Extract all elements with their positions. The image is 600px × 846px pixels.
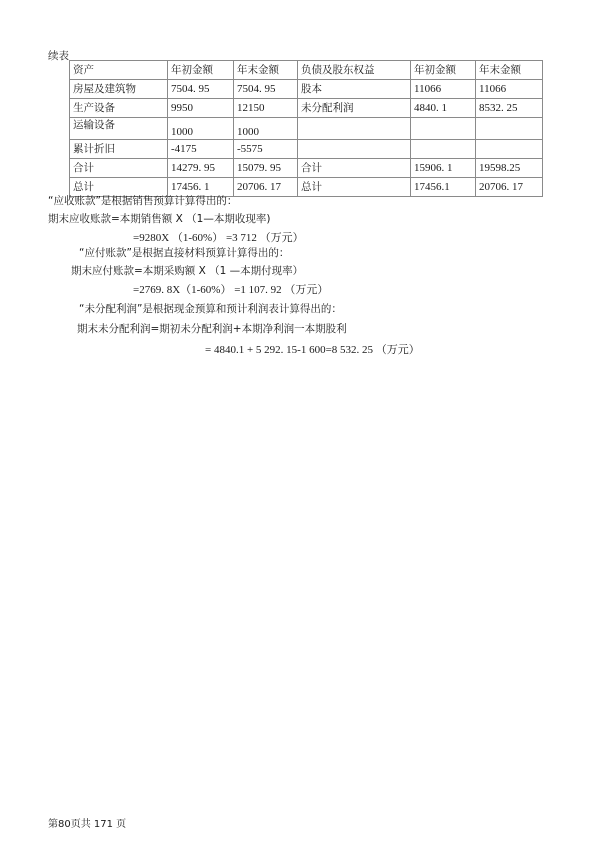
header-cell: 年末金额: [476, 61, 543, 80]
table-cell: [411, 140, 476, 159]
table-cell: 生产设备: [70, 99, 168, 118]
table-cell: 19598.25: [476, 159, 543, 178]
table-cell: 11066: [411, 80, 476, 99]
table-row: [70, 118, 543, 140]
header-cell: 资产: [70, 61, 168, 80]
table-cell: 7504. 95: [168, 80, 234, 99]
table-cell: -5575: [234, 140, 298, 159]
receivable-formula: 期末应收账款=本期销售额 X （1—本期收现率): [48, 213, 271, 225]
table-cell: 7504. 95: [234, 80, 298, 99]
table-cell: 9950: [168, 99, 234, 118]
table-cell: 14279. 95: [168, 159, 234, 178]
balance-sheet-table: [69, 60, 543, 197]
table-cell: 1000: [234, 118, 298, 140]
table-cell: 17456.1: [411, 178, 476, 197]
table-row: [70, 159, 543, 178]
payable-intro: “应付账款”是根据直接材料预算计算得出的：: [79, 247, 290, 259]
table-row: [70, 140, 543, 159]
table-row: [70, 80, 543, 99]
table-cell: [411, 118, 476, 140]
header-cell: 负债及股东权益: [298, 61, 411, 80]
table-cell: [298, 140, 411, 159]
retained-earnings-intro: “未分配利润”是根据现金预算和预计利润表计算得出的：: [79, 303, 342, 315]
table-cell: 合计: [298, 159, 411, 178]
header-cell: 年末金额: [234, 61, 298, 80]
table-cell: 4840. 1: [411, 99, 476, 118]
table-cell: 15079. 95: [234, 159, 298, 178]
table-row: [70, 99, 543, 118]
page-number: 第80页共 171 页: [48, 819, 127, 830]
table-cell: 合计: [70, 159, 168, 178]
retained-earnings-calculation: = 4840.1 + 5 292. 15-1 600=8 532. 25 （万元）: [205, 344, 420, 356]
table-header-row: [70, 61, 543, 80]
table-cell: 房屋及建筑物: [70, 80, 168, 99]
table-cell: 8532. 25: [476, 99, 543, 118]
retained-earnings-formula: 期末未分配利润=期初未分配利润+本期净利润一本期股利: [77, 323, 347, 335]
table-cell: 17456. 1: [168, 178, 234, 197]
table-cell: 累计折旧: [70, 140, 168, 159]
receivable-calculation: =9280X （1-60%） =3 712 （万元）: [133, 232, 304, 244]
table-cell: [476, 118, 543, 140]
table-cell: -4175: [168, 140, 234, 159]
table-cell: [476, 140, 543, 159]
header-cell: 年初金额: [411, 61, 476, 80]
table-cell: 股本: [298, 80, 411, 99]
table-cell: 20706. 17: [234, 178, 298, 197]
receivable-intro: “应收账款”是根据销售预算计算得出的：: [48, 195, 238, 207]
table-cell: 11066: [476, 80, 543, 99]
table-cell: [298, 118, 411, 140]
table-cell: 15906. 1: [411, 159, 476, 178]
payable-calculation: =2769. 8X（1-60%） =1 107. 92 （万元）: [133, 284, 329, 296]
table-cell: 20706. 17: [476, 178, 543, 197]
table-cell: 总计: [70, 178, 168, 197]
table-cell: 12150: [234, 99, 298, 118]
continued-table-label: 续表: [48, 50, 69, 62]
header-cell: 年初金额: [168, 61, 234, 80]
table-cell: 1000: [168, 118, 234, 140]
payable-formula: 期末应付账款=本期采购额 X （1 —本期付现率）: [71, 265, 304, 277]
table-cell: 运输设备: [70, 118, 168, 140]
table-cell: 总计: [298, 178, 411, 197]
table-cell: 未分配利润: [298, 99, 411, 118]
